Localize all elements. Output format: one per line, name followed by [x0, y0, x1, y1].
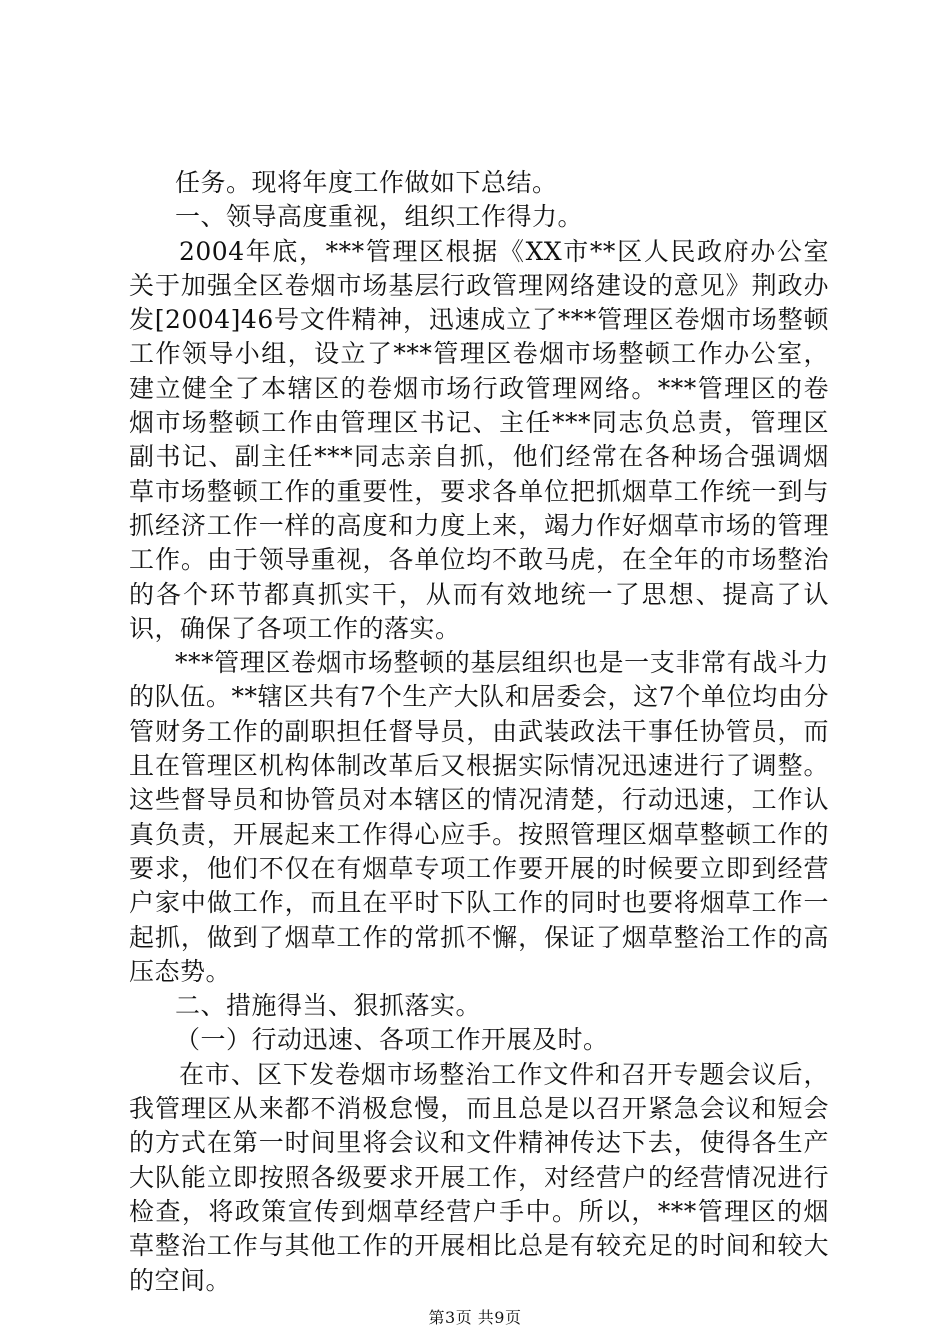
page-number-footer: 第3页 共9页 — [428, 1308, 522, 1327]
subsection-heading-1: （一）行动迅速、各项工作开展及时。 — [175, 1025, 609, 1055]
section-heading-1: 一、领导高度重视，组织工作得力。 — [175, 202, 584, 232]
document-body — [129, 166, 829, 1298]
paragraph-actions: 在市、区下发卷烟市场整治工作文件和召开专题会议后，我管理区从来都不消极怠慢，而且总是以召开紧急会议和短会的方式在第一时间里将会议和文件精神传达下去，使得各生产大队能立即按照各级要求开展工作，对经营户的经营情况进行检查，将政策宣传到烟草经营户手中。所以，***管理区的烟草整治工作与其他工作的开展相比总是有较充足的时间和较大的空间。 — [129, 1059, 829, 1295]
paragraph-grassroots: ***管理区卷烟市场整顿的基层组织也是一支非常有战斗力的队伍。**辖区共有7个生产大队和居委会，这7个单位均由分管财务工作的副职担任督导员，由武装政法干事任协管员，而且在管理区机构体制改革后又根据实际情况迅速进行了调整。这些督导员和协管员对本辖区的情况清楚，行动迅速，工作认真负责，开展起来工作得心应手。按照管理区烟草整顿工作的要求，他们不仅在有烟草专项工作要开展的时候要立即到经营户家中做工作，而且在平时下队工作的同时也要将烟草工作一起抓，做到了烟草工作的常抓不懈，保证了烟草整治工作的高压态势。 — [129, 648, 829, 986]
section-heading-2: 二、措施得当、狠抓落实。 — [175, 991, 482, 1021]
paragraph-leadership: 2004年底，***管理区根据《XX市**区人民政府办公室关于加强全区卷烟市场基层行政管理网络建设的意见》荆政办发[2004]46号文件精神，迅速成立了***管理区卷烟市场整顿工作领导小组，设立了***管理区卷烟市场整顿工作办公室，建立健全了本辖区的卷烟市场行政管理网络。***管理区的卷烟市场整顿工作由管理区书记、主任***同志负总责，管理区副书记、副主任***同志亲自抓，他们经常在各种场合强调烟草市场整顿工作的重要性，要求各单位把抓烟草工作统一到与抓经济工作一样的高度和力度上来，竭力作好烟草市场的管理工作。由于领导重视，各单位均不敢马虎，在全年的市场整治的各个环节都真抓实干，从而有效地统一了思想、提高了认识，确保了各项工作的落实。 — [129, 236, 829, 643]
paragraph-intro: 任务。现将年度工作做如下总结。 — [175, 168, 558, 197]
